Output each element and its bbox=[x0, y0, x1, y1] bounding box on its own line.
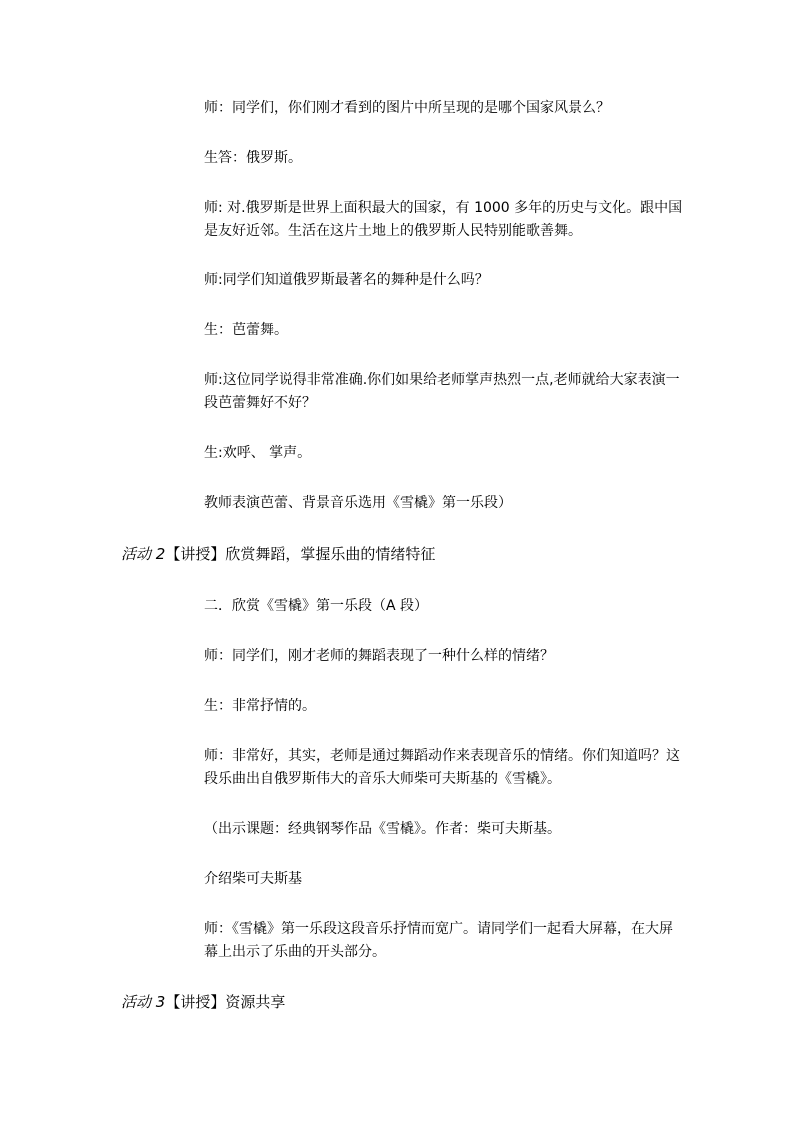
activity-tag: 【讲授】 bbox=[165, 993, 226, 1011]
paragraph: 生:欢呼、 掌声。 bbox=[204, 445, 312, 461]
activity-title: 资源共享 bbox=[225, 993, 286, 1011]
activity-heading bbox=[121, 991, 285, 1013]
paragraph: 师：非常好，其实，老师是通过舞蹈动作来表现音乐的情绪。你们知道吗？这段乐曲出自俄罗斯伟大的音乐大师柴可夫斯基的《雪橇》。 bbox=[204, 748, 680, 787]
paragraph: 师: 对.俄罗斯是世界上面积最大的国家，有 1000 多年的历史与文化。跟中国是友好近邻。生活在这片土地上的俄罗斯人民特别能歌善舞。 bbox=[204, 200, 683, 239]
activity-tag: 【讲授】 bbox=[165, 545, 226, 563]
paragraph: 生：非常抒情的。 bbox=[204, 698, 316, 714]
activity-label: 活动 3 bbox=[121, 993, 166, 1011]
paragraph: 教师表演芭蕾、背景音乐选用《雪橇》第一乐段） bbox=[204, 495, 512, 511]
activity-label: 活动 2 bbox=[121, 545, 166, 563]
paragraph: （出示课题：经典钢琴作品《雪橇》。作者：柴可夫斯基。 bbox=[204, 821, 561, 837]
paragraph: 介绍柴可夫斯基 bbox=[204, 871, 302, 887]
activity-title: 欣赏舞蹈，掌握乐曲的情绪特征 bbox=[225, 545, 436, 563]
paragraph: 师：同学们，你们刚才看到的图片中所呈现的是哪个国家风景么？ bbox=[204, 100, 610, 116]
paragraph: 师：同学们，刚才老师的舞蹈表现了一种什么样的情绪？ bbox=[204, 648, 554, 664]
paragraph: 师:这位同学说得非常准确.你们如果给老师掌声热烈一点,老师就给大家表演一段芭蕾舞好不好？ bbox=[204, 372, 680, 411]
paragraph: 师:同学们知道俄罗斯最著名的舞种是什么吗？ bbox=[204, 272, 489, 288]
activity-heading bbox=[121, 543, 435, 565]
paragraph: 生答：俄罗斯。 bbox=[204, 150, 302, 166]
paragraph: 师：《雪橇》第一乐段这段音乐抒情而宽广。请同学们一起看大屏幕，在大屏幕上出示了乐曲的开头部分。 bbox=[204, 921, 673, 960]
paragraph: 二．欣赏《雪橇》第一乐段（A 段） bbox=[204, 598, 429, 614]
paragraph: 生：芭蕾舞。 bbox=[204, 322, 288, 338]
